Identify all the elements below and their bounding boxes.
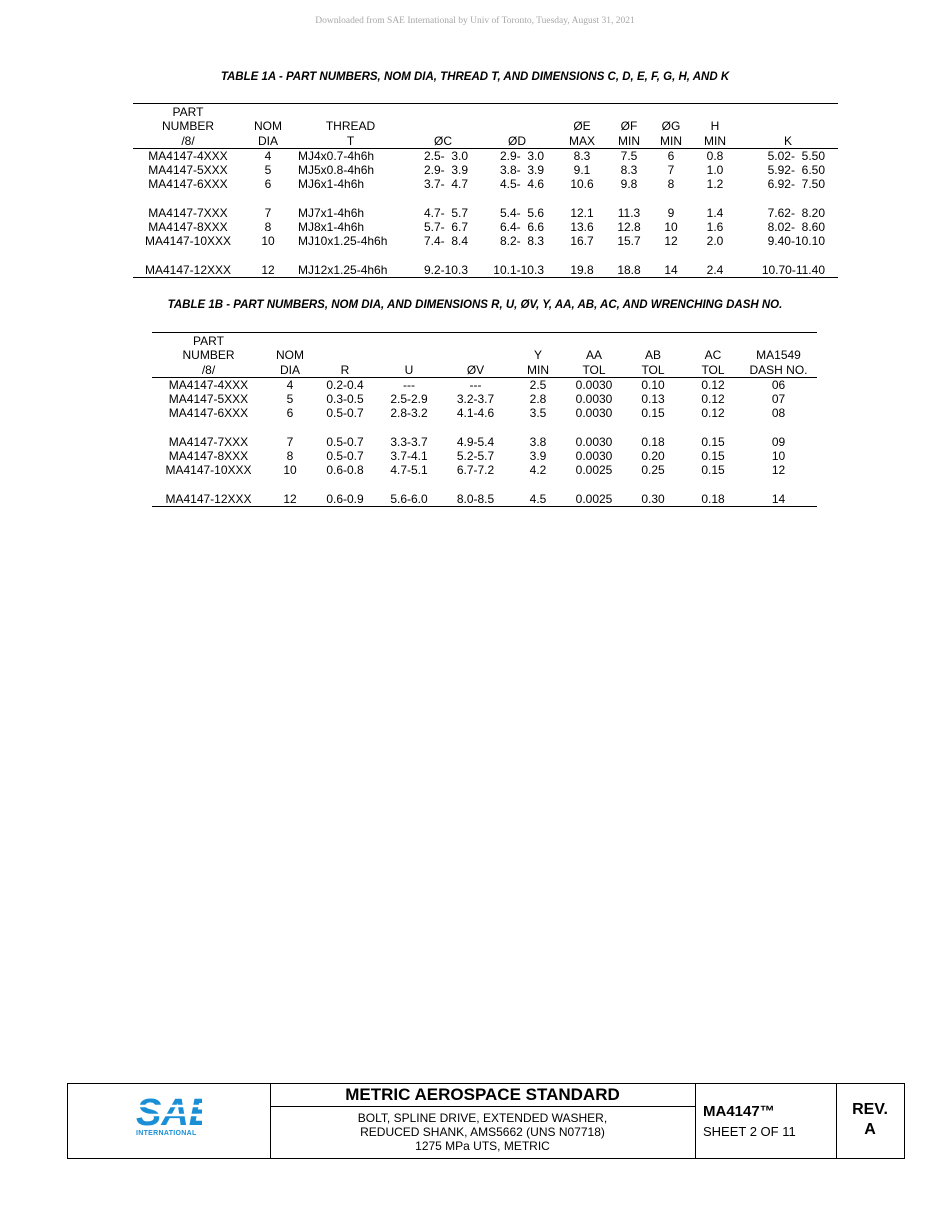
cell-k: 8.02- 8.60	[767, 220, 825, 235]
logo-cell	[68, 1084, 271, 1158]
cell-h: 0.8	[706, 148, 724, 163]
table-row	[133, 148, 838, 163]
cell-e: 10.6	[570, 177, 594, 192]
group-spacer	[133, 249, 838, 263]
table-1a-title: TABLE 1A - PART NUMBERS, NOM DIA, THREAD T, AND DIMENSIONS C, D, E, F, G, H, AND K	[220, 71, 730, 83]
cell-k: 7.62- 8.20	[767, 205, 825, 220]
title-block	[67, 1083, 905, 1159]
cell-c: 2.9- 3.9	[423, 163, 468, 178]
cell-h: 1.6	[706, 220, 724, 235]
table-1b	[152, 332, 817, 507]
cell-aa: 0.0030	[575, 392, 613, 407]
cell-ab: 0.20	[641, 449, 665, 464]
cell-e: 16.7	[570, 234, 594, 249]
description-line-1: BOLT, SPLINE DRIVE, EXTENDED WASHER,	[357, 1111, 608, 1125]
cell-aa: 0.0030	[575, 406, 613, 421]
cell-nom: 12	[265, 492, 315, 507]
cell-thread: MJ6x1-4h6h	[298, 177, 365, 192]
header-ab-line1: AB	[644, 348, 661, 363]
cell-d: 4.5- 4.6	[499, 177, 544, 192]
cell-part: MA4147-4XXX	[148, 148, 228, 163]
cell-aa: 0.0025	[568, 492, 620, 507]
cell-h: 2.0	[706, 234, 724, 249]
cell-part: MA4147-5XXX	[168, 392, 249, 407]
title-cell	[270, 1084, 696, 1158]
header-ab-line2: TOL	[620, 363, 686, 378]
cell-e: 19.8	[556, 263, 608, 278]
cell-u: ---	[403, 377, 415, 392]
cell-y: 2.5	[529, 377, 547, 392]
cell-u: 3.7-4.1	[390, 449, 428, 464]
cell-thread: MJ10x1.25-4h6h	[298, 234, 388, 249]
cell-ab: 0.30	[620, 492, 686, 507]
cell-dash: 10	[771, 449, 786, 464]
header-nom-line1: NOM	[254, 119, 282, 134]
table-row	[133, 220, 838, 234]
cell-u: 2.5-2.9	[390, 392, 428, 407]
cell-g: 12	[664, 234, 678, 249]
header-ac-line2: TOL	[686, 363, 740, 378]
header-v: ØV	[443, 363, 508, 378]
header-c: ØC	[408, 134, 478, 149]
cell-ab: 0.10	[641, 377, 665, 392]
table-1a	[133, 103, 838, 278]
cell-nom: 8	[286, 449, 294, 464]
cell-ab: 0.13	[641, 392, 665, 407]
cell-d: 8.2- 8.3	[499, 234, 544, 249]
cell-f: 7.5	[620, 148, 638, 163]
table-row	[152, 463, 817, 477]
cell-c: 2.5- 3.0	[423, 148, 468, 163]
cell-part: MA4147-6XXX	[148, 177, 228, 192]
header-part-line2: NUMBER	[182, 348, 235, 363]
sheet-number: SHEET 2 OF 11	[703, 1124, 796, 1139]
cell-f: 15.7	[617, 234, 641, 249]
cell-nom: 7	[264, 205, 272, 220]
table-row	[133, 206, 838, 220]
cell-h: 1.2	[706, 177, 724, 192]
cell-aa: 0.0030	[575, 434, 613, 449]
cell-g: 6	[667, 148, 675, 163]
header-aa-line2: TOL	[568, 363, 620, 378]
cell-h: 1.4	[706, 205, 724, 220]
cell-ac: 0.15	[701, 449, 725, 464]
revision-label: REV.	[852, 1101, 888, 1118]
cell-c: 9.2-10.3	[408, 263, 478, 278]
table-row	[152, 492, 817, 507]
header-thread-line2: T	[293, 134, 408, 149]
header-nom-line2: DIA	[243, 134, 293, 149]
cell-nom: 4	[286, 377, 294, 392]
header-y-line1: Y	[533, 348, 542, 363]
header-dash-line1: MA1549	[756, 348, 801, 363]
standard-title: METRIC AEROSPACE STANDARD	[270, 1084, 695, 1107]
table-row	[133, 263, 838, 278]
cell-y: 3.9	[529, 449, 547, 464]
cell-ab: 0.15	[641, 406, 665, 421]
cell-dash: 08	[771, 406, 786, 421]
cell-r: 0.6-0.9	[315, 492, 375, 507]
cell-u: 3.3-3.7	[390, 434, 428, 449]
cell-nom: 7	[286, 434, 294, 449]
cell-g: 14	[650, 263, 692, 278]
cell-part: MA4147-6XXX	[168, 406, 249, 421]
cell-u: 4.7-5.1	[390, 463, 428, 478]
header-ac-line1: AC	[704, 348, 722, 363]
cell-c: 4.7- 5.7	[423, 205, 468, 220]
cell-dash: 07	[771, 392, 786, 407]
cell-f: 11.3	[617, 205, 641, 220]
cell-d: 6.4- 6.6	[499, 220, 544, 235]
cell-ab: 0.18	[641, 434, 665, 449]
cell-v: 3.2-3.7	[456, 392, 495, 407]
cell-k: 9.40-10.10	[767, 234, 825, 249]
description-line-2: REDUCED SHANK, AMS5662 (UNS N07718)	[360, 1125, 605, 1139]
header-f-line1: ØF	[620, 119, 638, 134]
header-nom-line1: NOM	[276, 348, 304, 363]
cell-ac: 0.12	[701, 392, 725, 407]
part-description	[270, 1107, 695, 1153]
revision-value: A	[864, 1121, 876, 1138]
cell-v: 6.7-7.2	[456, 463, 495, 478]
cell-k: 10.70-11.40	[738, 263, 838, 278]
cell-k: 5.92- 6.50	[767, 163, 825, 178]
cell-aa: 0.0030	[575, 449, 613, 464]
cell-r: 0.5-0.7	[326, 406, 364, 421]
header-part-line1: PART	[172, 105, 204, 119]
header-h-line1: H	[710, 119, 720, 134]
cell-c: 7.4- 8.4	[423, 234, 468, 249]
cell-h: 2.4	[692, 263, 738, 278]
header-thread-line1: THREAD	[325, 119, 376, 134]
cell-e: 9.1	[573, 163, 591, 178]
cell-c: 5.7- 6.7	[423, 220, 468, 235]
cell-r: 0.6-0.8	[326, 463, 364, 478]
revision-cell	[836, 1084, 904, 1158]
cell-g: 8	[667, 177, 675, 192]
cell-nom: 5	[286, 392, 294, 407]
cell-u: 5.6-6.0	[375, 492, 443, 507]
cell-v: 5.2-5.7	[456, 449, 495, 464]
cell-thread: MJ4x0.7-4h6h	[298, 148, 375, 163]
cell-thread: MJ8x1-4h6h	[298, 220, 365, 235]
cell-e: 12.1	[570, 205, 594, 220]
cell-g: 7	[667, 163, 675, 178]
cell-u: 2.8-3.2	[390, 406, 428, 421]
header-e-line1: ØE	[573, 119, 591, 134]
description-line-3: 1275 MPa UTS, METRIC	[415, 1139, 550, 1153]
cell-ab: 0.25	[641, 463, 665, 478]
table-row	[133, 234, 838, 248]
cell-dash: 12	[771, 463, 786, 478]
cell-h: 1.0	[706, 163, 724, 178]
cell-nom: 8	[264, 220, 272, 235]
cell-nom: 6	[264, 177, 272, 192]
cell-ac: 0.12	[701, 377, 725, 392]
cell-part: MA4147-12XXX	[133, 263, 243, 278]
cell-r: 0.5-0.7	[326, 449, 364, 464]
cell-ac: 0.15	[701, 463, 725, 478]
cell-k: 6.92- 7.50	[767, 177, 825, 192]
header-e-line2: MAX	[556, 134, 608, 149]
header-part-line3: /8/	[133, 134, 243, 149]
cell-g: 10	[664, 220, 678, 235]
cell-v: 8.0-8.5	[443, 492, 508, 507]
cell-c: 3.7- 4.7	[423, 177, 468, 192]
table-row	[152, 449, 817, 463]
group-spacer	[152, 421, 817, 435]
sae-logo	[136, 1094, 202, 1144]
cell-y: 4.5	[508, 492, 568, 507]
header-h-line2: MIN	[692, 134, 738, 149]
cell-thread: MJ5x0.8-4h6h	[298, 163, 375, 178]
group-spacer	[133, 192, 838, 206]
cell-part: MA4147-8XXX	[148, 220, 228, 235]
table-row	[133, 177, 838, 191]
cell-nom: 10	[261, 234, 275, 249]
cell-dash: 09	[771, 434, 786, 449]
document-cell	[695, 1084, 837, 1158]
cell-aa: 0.0025	[575, 463, 613, 478]
cell-f: 18.8	[608, 263, 650, 278]
cell-f: 8.3	[620, 163, 638, 178]
cell-part: MA4147-8XXX	[168, 449, 249, 464]
cell-part: MA4147-7XXX	[148, 205, 228, 220]
download-watermark: Downloaded from SAE International by Univ of Toronto, Tuesday, August 31, 2021	[315, 16, 635, 26]
header-y-line2: MIN	[508, 363, 568, 378]
cell-part: MA4147-10XXX	[144, 234, 232, 249]
cell-g: 9	[667, 205, 675, 220]
table-row	[152, 435, 817, 449]
header-part-line2: NUMBER	[161, 119, 214, 134]
header-g-line2: MIN	[650, 134, 692, 149]
cell-d: 2.9- 3.0	[499, 148, 544, 163]
cell-nom: 5	[264, 163, 272, 178]
cell-dash: 06	[771, 377, 786, 392]
cell-d: 10.1-10.3	[478, 263, 556, 278]
table-row	[133, 163, 838, 177]
cell-dash: 14	[740, 492, 817, 507]
cell-r: 0.2-0.4	[326, 377, 364, 392]
sae-logo-subtitle: INTERNATIONAL	[136, 1130, 197, 1137]
cell-d: 5.4- 5.6	[499, 205, 544, 220]
cell-e: 13.6	[570, 220, 594, 235]
header-part-line3: /8/	[152, 363, 265, 378]
table-row	[152, 377, 817, 392]
group-spacer	[152, 478, 817, 492]
document-number: MA4147™	[703, 1103, 775, 1120]
header-dash-line2: DASH NO.	[740, 363, 817, 378]
cell-ac: 0.18	[686, 492, 740, 507]
header-g-line1: ØG	[661, 119, 681, 134]
table-row	[152, 392, 817, 406]
cell-v: 4.9-5.4	[456, 434, 495, 449]
cell-v: ---	[469, 377, 482, 392]
cell-part: MA4147-5XXX	[148, 163, 228, 178]
cell-y: 3.8	[529, 434, 547, 449]
table-1b-title: TABLE 1B - PART NUMBERS, NOM DIA, AND DIMENSIONS R, U, ØV, Y, AA, AB, AC, AND WRENCHING DASH NO.	[167, 299, 783, 311]
cell-part: MA4147-10XXX	[165, 463, 252, 478]
header-aa-line1: AA	[585, 348, 602, 363]
cell-ac: 0.15	[701, 434, 725, 449]
header-u: U	[375, 363, 443, 378]
cell-f: 12.8	[617, 220, 641, 235]
cell-y: 2.8	[529, 392, 547, 407]
cell-nom: 12	[243, 263, 293, 278]
header-nom-line2: DIA	[265, 363, 315, 378]
header-f-line2: MIN	[608, 134, 650, 149]
cell-part: MA4147-4XXX	[168, 377, 249, 392]
cell-v: 4.1-4.6	[456, 406, 495, 421]
cell-nom: 10	[283, 463, 297, 478]
cell-d: 3.8- 3.9	[499, 163, 544, 178]
cell-thread: MJ12x1.25-4h6h	[293, 263, 408, 278]
sae-logo-text: SA	[136, 1094, 189, 1130]
cell-f: 9.8	[620, 177, 638, 192]
header-r: R	[315, 363, 375, 378]
cell-k: 5.02- 5.50	[767, 148, 825, 163]
cell-e: 8.3	[573, 148, 591, 163]
sae-logo-icon	[136, 1094, 202, 1130]
table-row	[152, 406, 817, 420]
cell-y: 3.5	[529, 406, 547, 421]
cell-r: 0.5-0.7	[326, 434, 364, 449]
cell-nom: 6	[286, 406, 294, 421]
header-k: K	[738, 134, 838, 149]
cell-nom: 4	[264, 148, 272, 163]
header-part-line1: PART	[193, 334, 224, 348]
cell-thread: MJ7x1-4h6h	[298, 205, 365, 220]
cell-part: MA4147-12XXX	[152, 492, 265, 507]
cell-y: 4.2	[529, 463, 547, 478]
cell-aa: 0.0030	[575, 377, 613, 392]
header-d: ØD	[478, 134, 556, 149]
cell-r: 0.3-0.5	[326, 392, 364, 407]
cell-ac: 0.12	[701, 406, 725, 421]
cell-part: MA4147-7XXX	[168, 434, 249, 449]
